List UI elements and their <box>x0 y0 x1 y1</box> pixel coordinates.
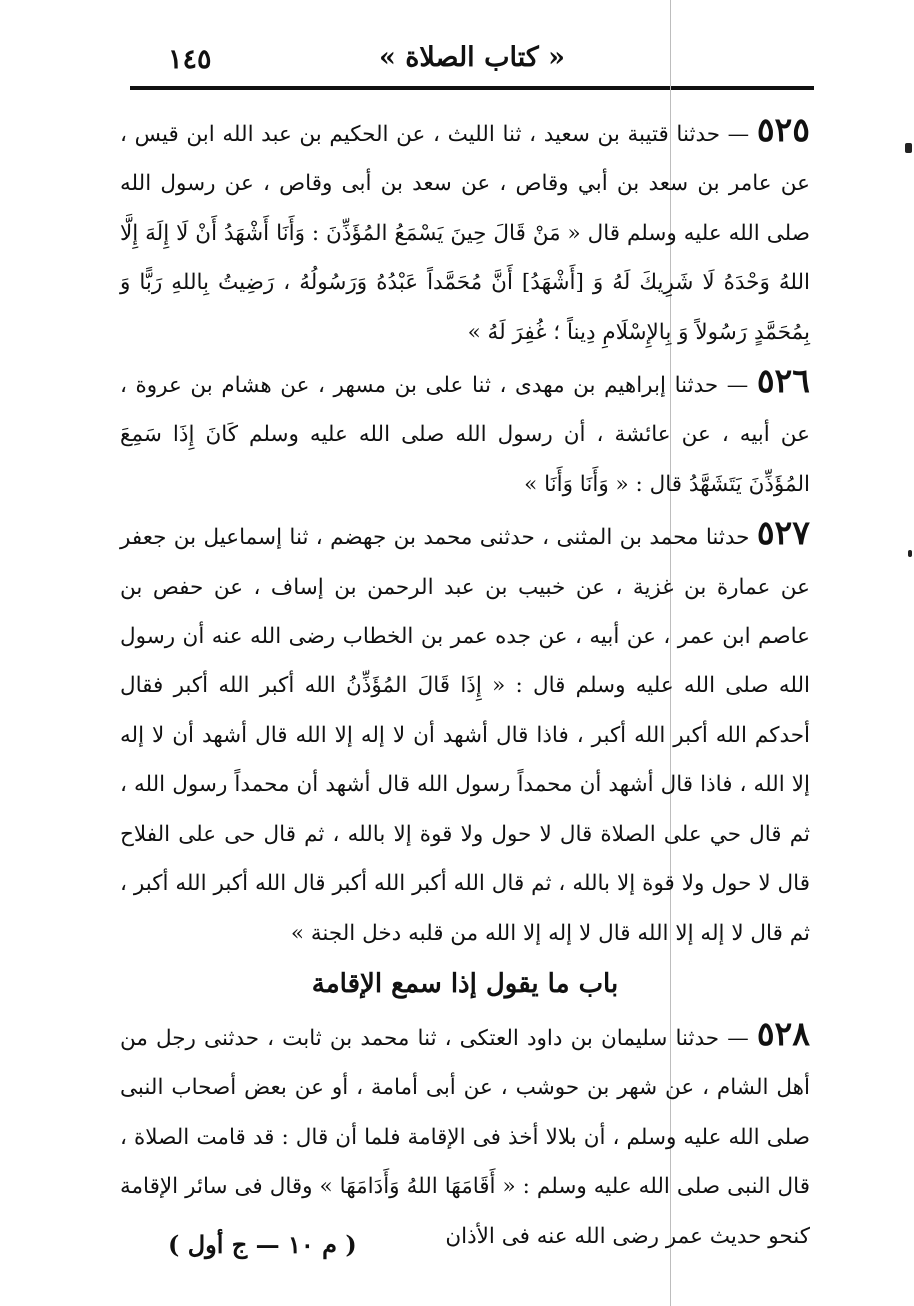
hadith-525 <box>120 110 810 357</box>
section-heading: باب ما يقول إذا سمع الإقامة <box>311 968 619 999</box>
page-number: ١٤٥ <box>168 44 212 75</box>
hadith-527 <box>120 513 810 958</box>
page-header <box>130 38 814 78</box>
edge-mark <box>908 550 912 557</box>
hadith-number: ٥٢٥ <box>756 110 810 149</box>
main-text <box>120 110 810 1261</box>
running-title: « كتاب الصلاة » <box>379 42 565 73</box>
hadith-text: — حدثنا سليمان بن داود العتكى ، ثنا محمد بن ثابت ، حدثنى رجل من أهل الشام ، عن شهر بن حوشب ، عن أبى أمامة ، أو عن بعض أصحاب النبى صلى الله عليه وسلم ، أن بلالا أخذ فى الإقامة فلما أن قال : قد قامت الصلاة ، قال النبى صلى الله عليه وسلم : « أَقَامَهَا اللهُ وَأَدَامَهَا » وقال فى سائر الإقامة كنحو حديث عمر رضى الله عنه فى الأذان <box>120 1025 810 1249</box>
hadith-text: حدثنا محمد بن المثنى ، حدثنى محمد بن جهضم ، ثنا إسماعيل بن جعفر عن عمارة بن غزية ، عن خبيب بن عبد الرحمن بن إساف ، عن حفص بن عاصم ابن عمر ، عن أبيه ، عن جده عمر بن الخطاب رضى الله عنه أن رسول الله صلى الله عليه وسلم قال : « إِذَا قَالَ المُؤَذِّنُ الله أكبر الله أكبر فقال أحدكم الله أكبر الله أكبر ، فاذا قال أشهد أن لا إله إلا الله قال أشهد أن لا إله إلا الله ، فاذا قال أشهد أن محمداً رسول الله قال أشهد أن محمداً رسول الله ، ثم قال حي على الصلاة قال لا حول ولا قوة إلا بالله ، ثم قال حى على الفلاح قال لا حول ولا قوة إلا بالله ، ثم قال الله أكبر الله أكبر قال الله أكبر الله أكبر ، ثم قال لا إله إلا الله قال لا إله إلا الله من قلبه دخل الجنة » <box>120 525 811 946</box>
hadith-number: ٥٢٧ <box>756 513 810 553</box>
signature-mark: ( م ١٠ — ج أول ) <box>168 1230 357 1259</box>
hadith-text: — حدثنا إبراهيم بن مهدى ، ثنا على بن مسهر ، عن هشام بن عروة ، عن أبيه ، عن عائشة ، أن رسول الله صلى الله عليه وسلم كَانَ إِذَا سَمِعَ المُؤَذِّنَ يَتَشَهَّدُ قال : « وَأَنَا وَأَنَا » <box>120 373 810 497</box>
hadith-526 <box>120 361 810 509</box>
hadith-528 <box>120 1014 810 1261</box>
hadith-number: ٥٢٨ <box>756 1013 810 1053</box>
edge-mark <box>905 143 912 153</box>
hadith-text: — حدثنا قتيبة بن سعيد ، ثنا الليث ، عن الحكيم بن عبد الله ابن قيس ، عن عامر بن سعد بن أبي وقاص ، عن سعد بن أبى وقاص ، عن رسول الله صلى الله عليه وسلم قال « مَنْ قَالَ حِينَ يَسْمَعُ المُؤَذِّنَ : وَأَنَا أَشْهَدُ أَنْ لَا إِلَهَ إِلَّا اللهُ وَحْدَهُ لَا شَرِيكَ لَهُ وَ [أَشْهَدُ] أَنَّ مُحَمَّداً عَبْدُهُ وَرَسُولُهُ ، رَضِيتُ بِاللهِ رَبًّا وَ بِمُحَمَّدٍ رَسُولاً وَ بِالإِسْلَامِ دِيناً ؛ غُفِرَ لَهُ » <box>120 122 810 345</box>
hadith-number: ٥٢٦ <box>756 361 810 401</box>
header-rule <box>130 86 814 90</box>
